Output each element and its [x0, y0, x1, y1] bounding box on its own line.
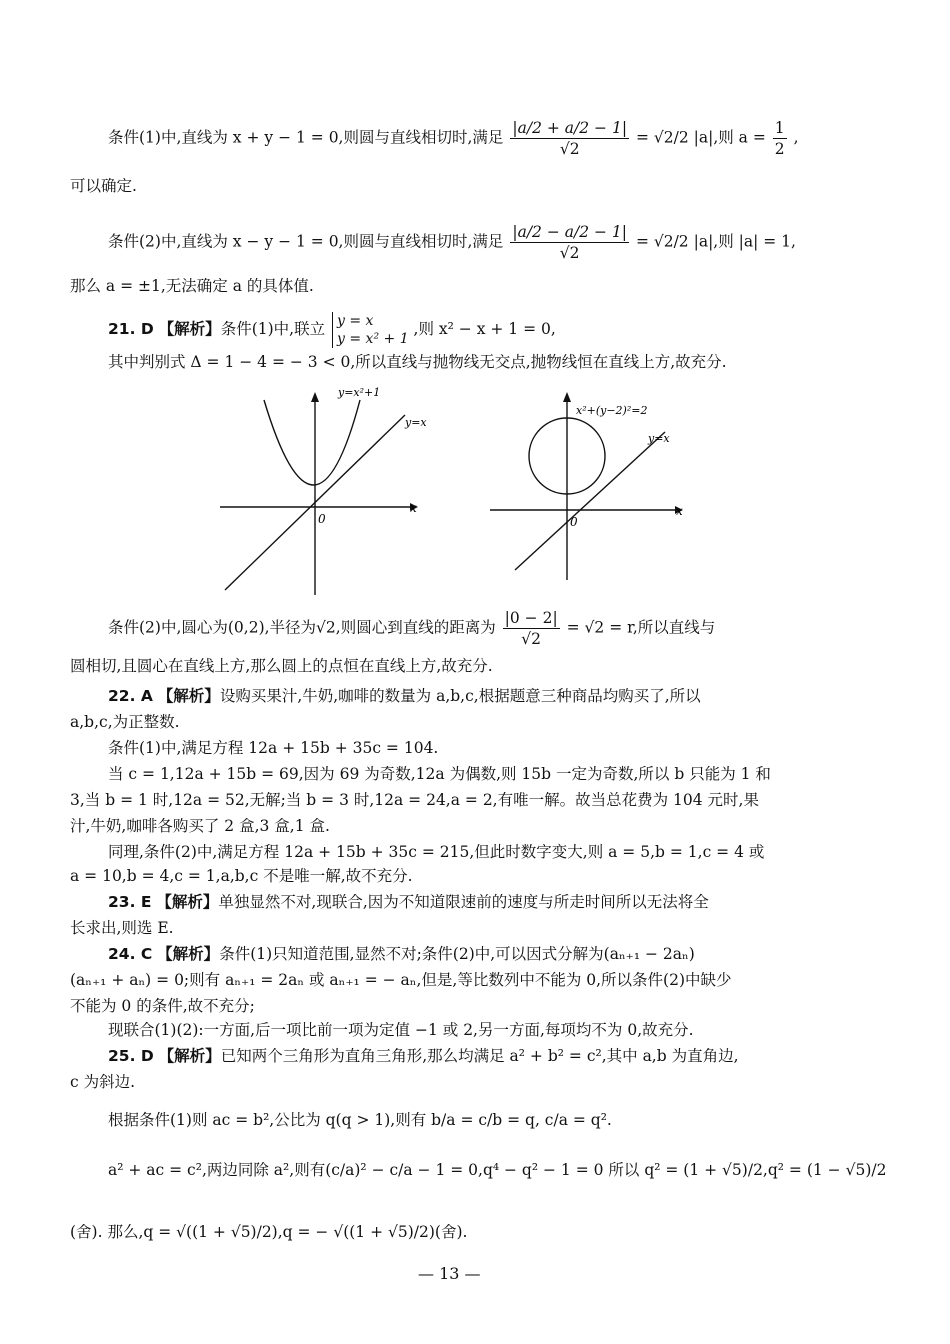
circle-label: x²+(y−2)²=2	[576, 404, 648, 417]
page-number: — 13 —	[418, 1264, 481, 1283]
cond1-rhs: = √2/2 |a|,则 a =	[635, 128, 771, 147]
half-fraction: $\frac{1}{2}$	[774, 119, 785, 158]
q21-line2: 其中判别式 Δ = 1 − 4 = − 3 < 0,所以直线与抛物线无交点,抛物线恒在直线上方,故充分.	[108, 353, 727, 371]
q24-line1: 24. C 【解析】条件(1)只知道范围,显然不对;条件(2)中,可以因式分解为(aₙ₊₁ − 2aₙ)	[108, 945, 695, 963]
line-label: y=x	[648, 432, 670, 445]
q22-line2: a,b,c,为正整数.	[70, 713, 180, 731]
distance-fraction: $\frac{|0 - 2|}{√2}$	[504, 609, 558, 648]
x-label: x	[676, 504, 683, 518]
q22-line3: 条件(1)中,满足方程 12a + 15b + 35c = 104.	[108, 739, 439, 757]
distance-line: 条件(2)中,圆心为(0,2),半径为√2,则圆心到直线的距离为 $\frac{|0 - 2|}{√2}$ = √2 = r,所以直线与	[108, 609, 716, 648]
figure-circle	[490, 380, 710, 600]
q25-line3: 根据条件(1)则 ac = b²,公比为 q(q > 1),则有 b/a = c/b = q, c/a = q².	[108, 1111, 612, 1129]
line-label: y=x	[405, 416, 427, 429]
q22-line7: 同理,条件(2)中,满足方程 12a + 15b + 35c = 215,但此时数字变大,则 a = 5,b = 1,c = 4 或	[108, 843, 765, 861]
q24-line4: 现联合(1)(2):一方面,后一项比前一项为定值 −1 或 2,另一方面,每项均不为 0,故充分.	[108, 1021, 694, 1039]
q22-line6: 汁,牛奶,咖啡各购买了 2 盒,3 盒,1 盒.	[70, 817, 330, 835]
q23-line2: 长求出,则选 E.	[70, 919, 174, 937]
q22-line8: a = 10,b = 4,c = 1,a,b,c 不是唯一解,故不充分.	[70, 867, 413, 885]
line-y-eq-x	[515, 432, 665, 570]
distance-conclusion: 圆相切,且圆心在直线上方,那么圆上的点恒在直线上方,故充分.	[70, 657, 493, 675]
q25-line5: (舍). 那么,q = √((1 + √5)/2),q = − √((1 + √5)/2)(舍).	[70, 1223, 468, 1241]
cond2-fraction: $\frac{|a/2 - a/2 - 1|}{√2}$	[512, 223, 627, 262]
cond2-conclusion: 那么 a = ±1,无法确定 a 的具体值.	[70, 277, 314, 295]
q22-line1: 22. A 【解析】设购买果汁,牛奶,咖啡的数量为 a,b,c,根据题意三种商品均购买了,所以	[108, 687, 701, 705]
q22-line5: 3,当 b = 1 时,12a = 52,无解;当 b = 3 时,12a = 24,a = 2,有唯一解。故当总花费为 104 元时,果	[70, 791, 759, 809]
q25-line4: a² + ac = c²,两边同除 a²,则有(c/a)² − c/a − 1 = 0,q⁴ − q² − 1 = 0 所以 q² = (1 + √5)/2,q² = (1 − √5)/2	[108, 1161, 887, 1179]
cond1-conclusion: 可以确定.	[70, 177, 137, 195]
cond1-fraction: $\frac{|a/2 + a/2 - 1|}{√2}$	[512, 119, 628, 158]
y-arrow	[563, 392, 571, 402]
q22-line4: 当 c = 1,12a + 15b = 69,因为 69 为奇数,12a 为偶数,则 15b 一定为奇数,所以 b 只能为 1 和	[108, 765, 771, 783]
origin-label: 0	[570, 515, 578, 529]
y-arrow	[311, 392, 319, 402]
parabola-label: y=x²+1	[338, 386, 381, 399]
cond1-line: 条件(1)中,直线为 x + y − 1 = 0,则圆与直线相切时,满足 $\frac{|a/2 + a/2 - 1|}{√2}$ = √2/2 |a|,则 a = $\frac{1}{2}$ ,	[108, 119, 799, 158]
figure-parabola	[220, 380, 430, 600]
q24-line2: (aₙ₊₁ + aₙ) = 0;则有 aₙ₊₁ = 2aₙ 或 aₙ₊₁ = − aₙ,但是,等比数列中不能为 0,所以条件(2)中缺少	[70, 971, 732, 989]
q23-line1: 23. E 【解析】单独显然不对,现联合,因为不知道限速前的速度与所走时间所以无法将全	[108, 893, 709, 911]
q25-line1: 25. D 【解析】已知两个三角形为直角三角形,那么均满足 a² + b² = c²,其中 a,b 为直角边,	[108, 1047, 739, 1065]
cond2-line: 条件(2)中,直线为 x − y − 1 = 0,则圆与直线相切时,满足 $\frac{|a/2 - a/2 - 1|}{√2}$ = √2/2 |a|,则 |a| = 1,	[108, 223, 796, 262]
equation-system: y = x y = x² + 1	[332, 312, 409, 348]
q24-line3: 不能为 0 的条件,故不充分;	[70, 997, 255, 1015]
cond1-lead: 条件(1)中,直线为 x + y − 1 = 0,则圆与直线相切时,满足	[108, 128, 504, 147]
q21-line1: 21. D 【解析】条件(1)中,联立 y = x y = x² + 1 ,则 x² − x + 1 = 0,	[108, 313, 556, 347]
x-label: x	[410, 501, 417, 515]
origin-label: 0	[318, 512, 326, 526]
q25-line2: c 为斜边.	[70, 1073, 136, 1091]
